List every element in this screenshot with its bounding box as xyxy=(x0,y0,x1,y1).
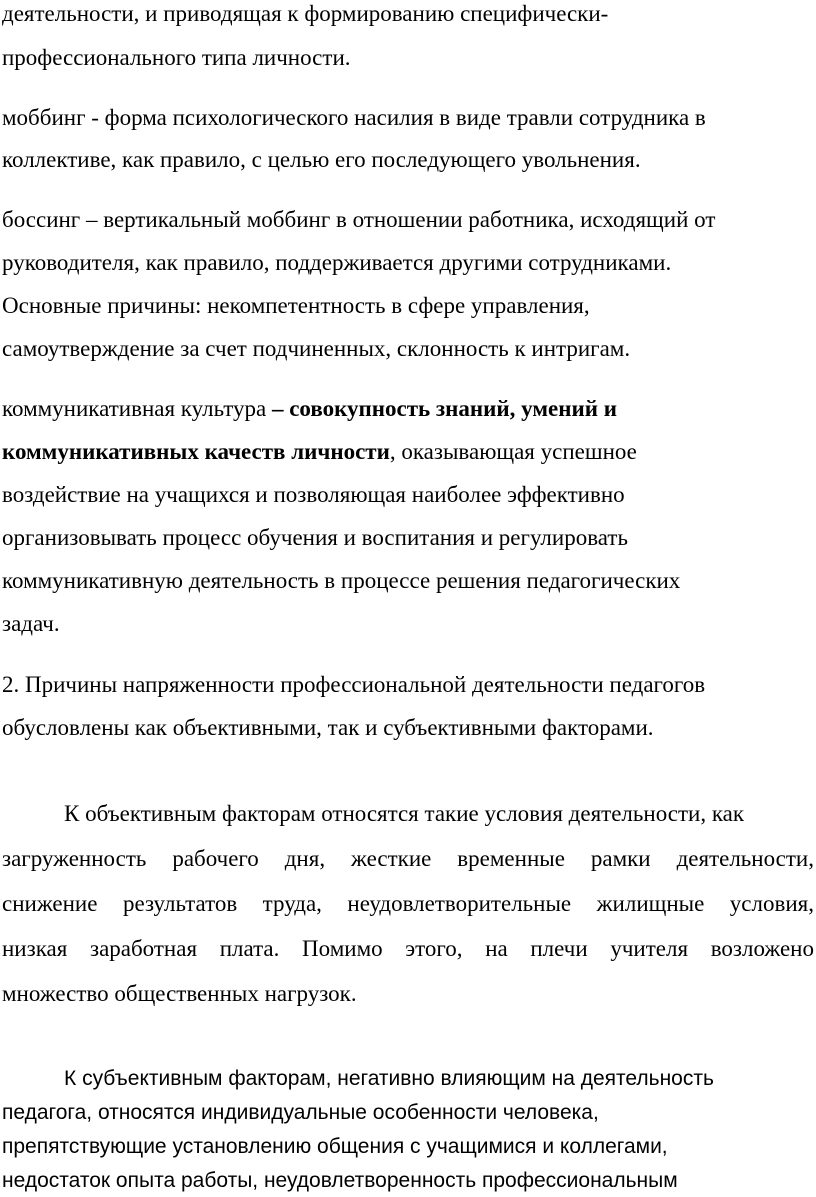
bold-definition-text: коммуникативных качеств личности xyxy=(2,439,390,464)
text-line xyxy=(2,395,617,423)
text-line: 2. Причины напряженности профессиональной деятельности педагогов xyxy=(2,672,706,697)
definition-text: , оказывающая успешное xyxy=(389,439,637,464)
text-line: снижение результатов труда, неудовлетворительные жилищные условия, xyxy=(2,891,814,916)
term-text: коммуникативная культура xyxy=(2,396,272,421)
text-line: Основные причины: некомпетентность в сфере управления, xyxy=(2,293,590,318)
text-line: препятствующие установлению общения с учащимися и коллегами, xyxy=(2,1135,668,1158)
text-line: множество общественных нагрузок. xyxy=(2,981,357,1006)
text-line: моббинг - форма психологического насилия в виде травли сотрудника в xyxy=(2,105,706,130)
text-line: коммуникативную деятельность в процессе решения педагогических xyxy=(2,568,681,593)
text-line: недостаток опыта работы, неудовлетворенность профессиональным xyxy=(2,1169,678,1192)
text-line: боссинг – вертикальный моббинг в отношении работника, исходящий от xyxy=(2,207,716,232)
text-line xyxy=(2,438,637,466)
text-line: обусловлены как объективными, так и субъективными факторами. xyxy=(2,715,654,740)
text-line: деятельности, и приводящая к формированию специфически- xyxy=(2,1,609,26)
text-line: воздействие на учащихся и позволяющая наиболее эффективно xyxy=(2,482,625,507)
text-line: задач. xyxy=(2,611,60,636)
text-line: К субъективным факторам, негативно влияющим на деятельность xyxy=(64,1067,714,1090)
text-line: загруженность рабочего дня, жесткие временные рамки деятельности, xyxy=(2,846,814,871)
bold-definition-text: – совокупность знаний, умений и xyxy=(271,396,618,421)
text-line: организовывать процесс обучения и воспитания и регулировать xyxy=(2,525,628,550)
text-line: коллективе, как правило, с целью его последующего увольнения. xyxy=(2,147,641,172)
text-line: руководителя, как правило, поддерживается другими сотрудниками. xyxy=(2,250,672,275)
text-line: К объективным факторам относятся такие условия деятельности, как xyxy=(64,801,745,826)
text-line: профессионального типа личности. xyxy=(2,45,351,70)
text-line: педагога, относятся индивидуальные особенности человека, xyxy=(2,1101,599,1124)
text-line: низкая заработная плата. Помимо этого, на плечи учителя возложено xyxy=(2,936,814,961)
text-line: самоутверждение за счет подчиненных, склонность к интригам. xyxy=(2,336,631,361)
